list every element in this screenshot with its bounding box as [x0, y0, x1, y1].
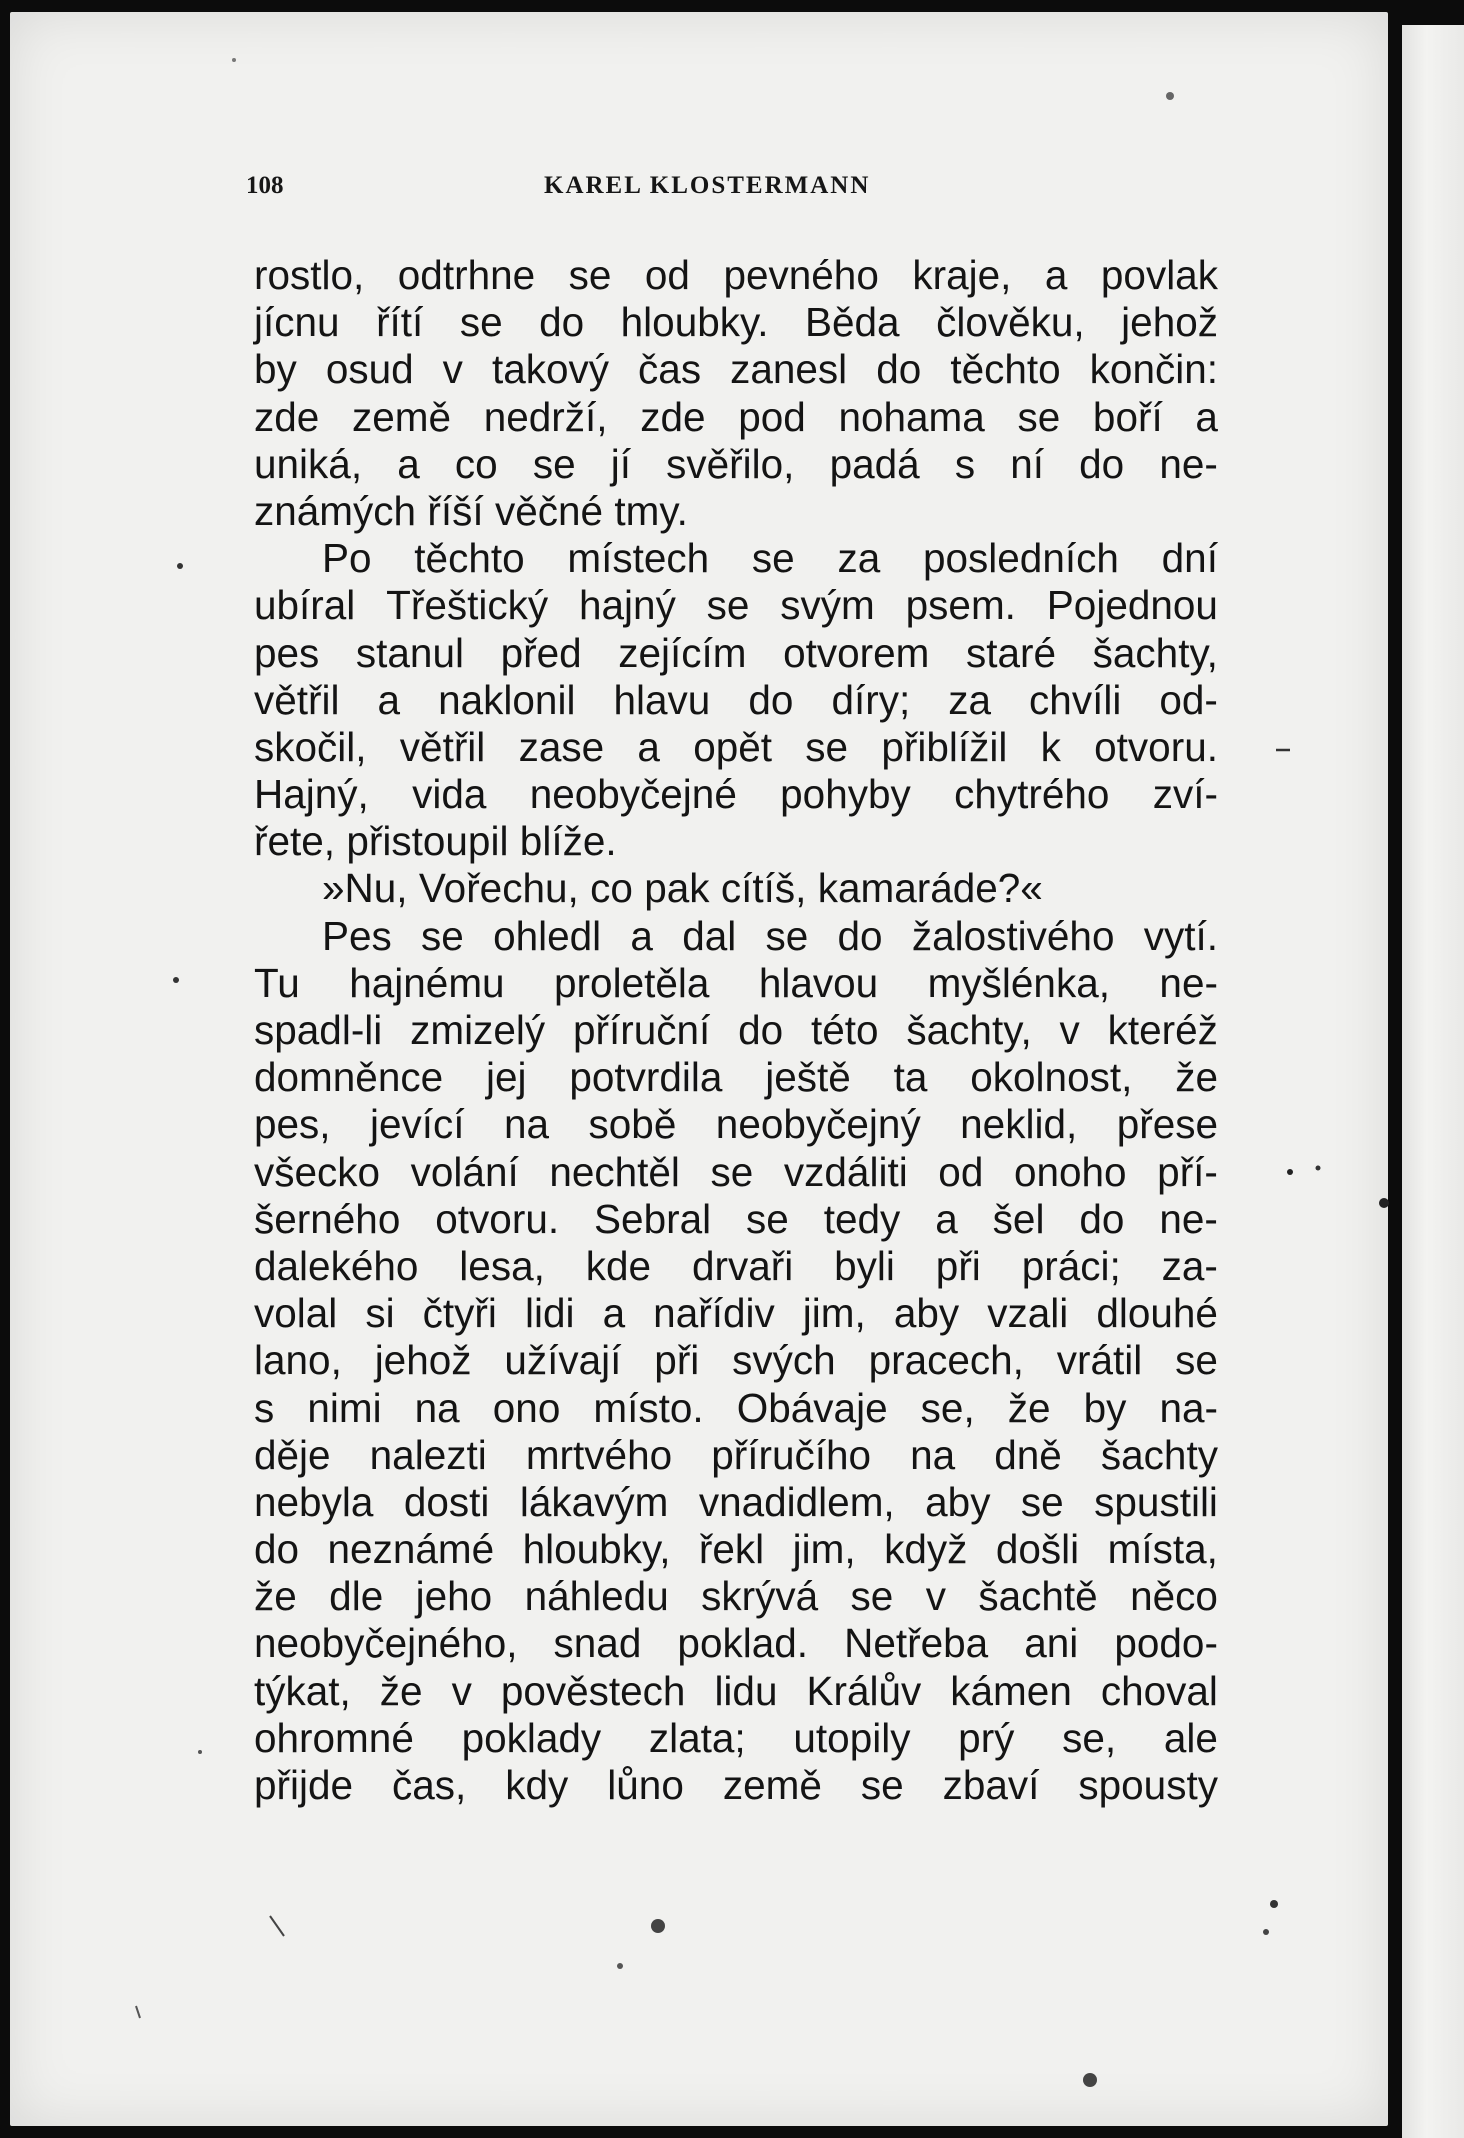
text-word: se, — [1062, 1714, 1117, 1761]
text-word: pří- — [1157, 1148, 1218, 1195]
text-word: kamaráde?« — [817, 865, 1043, 912]
text-word: čas, — [392, 1762, 467, 1808]
text-word: se, — [920, 1384, 975, 1431]
text-word: kámen — [950, 1667, 1072, 1714]
text-word: otvoru. — [435, 1195, 560, 1242]
text-word: ještě — [765, 1054, 851, 1101]
text-line — [254, 677, 1218, 724]
text-word: větřil — [399, 723, 486, 770]
text-word: hloubky, — [522, 1526, 671, 1573]
text-word: co — [590, 865, 633, 912]
text-word: skrývá — [701, 1573, 819, 1620]
text-word: s — [254, 1384, 275, 1431]
text-word: zde — [640, 393, 706, 440]
text-word: Sebral — [594, 1195, 712, 1242]
text-word: do — [876, 346, 922, 393]
text-word: dle — [329, 1573, 384, 1620]
text-word: nechtěl — [549, 1148, 680, 1195]
text-line — [254, 394, 1218, 441]
text-word: staré — [966, 629, 1057, 676]
text-word: Běda — [805, 299, 900, 346]
text-word: pověstech — [500, 1667, 686, 1714]
text-word: a — [1195, 393, 1218, 440]
text-line — [254, 724, 1218, 771]
text-line — [254, 1054, 1218, 1101]
text-word: v — [451, 1667, 472, 1714]
text-word: na — [504, 1101, 550, 1148]
text-word: tmy. — [614, 487, 688, 534]
text-word: známých — [254, 487, 417, 534]
text-word: říší — [427, 487, 484, 534]
text-word: větřil — [254, 676, 340, 723]
text-line — [254, 818, 1218, 865]
next-page-edge — [1402, 25, 1464, 2138]
text-word: rostlo, — [254, 252, 365, 298]
text-word: ne- — [1159, 959, 1218, 1006]
text-word: se — [751, 535, 795, 582]
text-word: místech — [567, 535, 710, 582]
text-word: spousty — [1078, 1762, 1218, 1808]
text-word: se — [850, 1573, 894, 1620]
text-word: aby — [893, 1290, 960, 1337]
text-word: v — [925, 1573, 946, 1620]
text-word: za- — [1161, 1242, 1218, 1289]
text-word: ne- — [1159, 1195, 1218, 1242]
text-word: náhledu — [524, 1573, 669, 1620]
text-word: chytrého — [954, 771, 1110, 818]
text-word: a — [935, 1195, 958, 1242]
text-word: jehož — [374, 1337, 472, 1384]
text-word: Po — [322, 535, 372, 582]
text-word: takový — [491, 346, 610, 393]
text-word: ohledl — [493, 912, 602, 959]
text-word: od — [938, 1148, 984, 1195]
text-word: ale — [1163, 1714, 1218, 1761]
text-word: se — [1020, 1478, 1064, 1525]
text-word: lidu — [714, 1667, 778, 1714]
text-word: že — [254, 1573, 297, 1620]
text-word: šel — [992, 1195, 1045, 1242]
text-word: zase — [518, 723, 605, 770]
text-word: potvrdila — [569, 1054, 723, 1101]
text-word: choval — [1100, 1667, 1218, 1714]
text-word: vzali — [987, 1290, 1069, 1337]
text-word: jí — [610, 440, 631, 487]
text-word: Obávaje — [736, 1384, 888, 1431]
text-word: šachty — [1100, 1431, 1218, 1478]
text-line — [254, 1573, 1218, 1620]
text-word: příručího — [711, 1431, 872, 1478]
text-word: vida — [412, 771, 487, 818]
text-word: zlata; — [648, 1714, 746, 1761]
text-word: pohyby — [780, 771, 911, 818]
text-word: dalekého — [254, 1242, 419, 1289]
text-word: místa, — [1107, 1526, 1218, 1573]
text-word: se — [746, 1195, 789, 1242]
text-word: lesa, — [459, 1242, 545, 1289]
text-word: za — [837, 535, 881, 582]
text-word: jícnu — [254, 299, 340, 346]
text-word: pak — [644, 865, 710, 912]
text-word: užívají — [504, 1337, 622, 1384]
text-word: řete, — [254, 818, 336, 865]
text-word: padá — [829, 440, 920, 487]
text-line — [254, 630, 1218, 677]
text-word: ta — [893, 1054, 928, 1101]
text-word: byli — [834, 1242, 895, 1289]
text-word: kraje, — [912, 252, 1012, 298]
text-word: ubíral — [254, 582, 356, 629]
text-word: žalostivého — [911, 912, 1115, 959]
text-word: sobě — [588, 1101, 677, 1148]
text-line — [254, 582, 1218, 629]
text-word: šachty, — [1092, 629, 1218, 676]
text-word: chvíli — [1029, 676, 1122, 723]
text-word: hlavou — [758, 959, 879, 1006]
text-word: kdy — [505, 1762, 569, 1808]
text-word: neklid, — [960, 1101, 1078, 1148]
text-word: dní — [1161, 535, 1218, 582]
text-word: a — [377, 676, 401, 723]
text-word: jevící — [370, 1101, 465, 1148]
text-word: svým — [780, 582, 875, 629]
text-word: neobyčejný — [715, 1101, 921, 1148]
text-word: neobyčejné — [529, 771, 737, 818]
text-word: na — [414, 1384, 460, 1431]
text-word: otvorem — [783, 629, 930, 676]
text-line — [254, 346, 1218, 393]
text-word: do — [748, 676, 794, 723]
text-word: vrátil — [1056, 1337, 1143, 1384]
text-word: povlak — [1100, 252, 1218, 298]
text-word: těchto — [414, 535, 525, 582]
text-word: lákavým — [519, 1478, 669, 1525]
text-word: se — [706, 582, 750, 629]
text-word: čtyři — [422, 1290, 497, 1337]
text-word: onoho — [1013, 1148, 1127, 1195]
text-word: hloubky. — [620, 299, 769, 346]
text-word: neznámé — [327, 1526, 495, 1573]
text-word: šachty, — [906, 1007, 1032, 1053]
text-word: nařídiv — [653, 1290, 775, 1337]
text-word: se — [568, 252, 612, 298]
text-word: hajný — [579, 582, 676, 629]
text-word: zanesl — [730, 346, 848, 393]
text-word: od — [644, 252, 690, 298]
text-word: se — [532, 440, 576, 487]
text-word: do — [1079, 1195, 1125, 1242]
text-line — [254, 488, 1218, 535]
text-word: prý — [958, 1714, 1015, 1761]
running-head: KAREL KLOSTERMANN — [544, 172, 871, 199]
text-word: Pes — [322, 912, 392, 959]
text-word: odtrhne — [397, 252, 536, 298]
text-word: se — [860, 1762, 904, 1808]
text-word: jehož — [1121, 299, 1218, 346]
text-word: do — [539, 299, 585, 346]
text-word: přijde — [254, 1762, 354, 1808]
text-word: děje — [254, 1431, 331, 1478]
text-line — [254, 960, 1218, 1007]
text-word: věčné — [494, 487, 604, 534]
text-word: vytí. — [1143, 912, 1218, 959]
text-word: nalezti — [369, 1431, 487, 1478]
text-line — [254, 1337, 1218, 1384]
text-line — [254, 1432, 1218, 1479]
text-word: proletěla — [554, 959, 710, 1006]
text-word: pod — [738, 393, 806, 440]
text-word: této — [811, 1007, 879, 1053]
text-word: posledních — [922, 535, 1119, 582]
text-line — [254, 1526, 1218, 1573]
text-word: jeho — [415, 1573, 493, 1620]
text-word: v — [1059, 1007, 1080, 1053]
text-word: nedrží, — [483, 393, 608, 440]
text-word: že — [379, 1667, 423, 1714]
text-word: boří — [1092, 393, 1163, 440]
text-word: že — [1175, 1054, 1218, 1101]
text-word: od- — [1159, 676, 1218, 723]
text-line — [254, 1715, 1218, 1762]
text-word: při — [654, 1337, 700, 1384]
text-line — [254, 441, 1218, 488]
text-word: spadl-li — [254, 1007, 383, 1053]
text-word: ne- — [1159, 440, 1218, 487]
text-line — [254, 252, 1218, 299]
page-header — [246, 172, 1222, 216]
text-word: Pojednou — [1046, 582, 1218, 629]
text-word: v — [442, 346, 463, 393]
text-line — [254, 1007, 1218, 1054]
text-word: při — [935, 1242, 981, 1289]
text-word: poklad. — [677, 1620, 809, 1667]
text-word: aby — [925, 1478, 991, 1525]
text-word: skočil, — [254, 723, 367, 770]
text-word: poklady — [461, 1714, 602, 1761]
text-word: pracech, — [868, 1337, 1024, 1384]
text-word: se — [421, 912, 464, 959]
body-text — [254, 252, 1218, 1809]
text-word: že — [1007, 1384, 1051, 1431]
text-word: řekl — [698, 1526, 765, 1573]
text-word: jim, — [792, 1526, 856, 1573]
text-word: řítí — [376, 299, 424, 346]
text-word: volání — [410, 1148, 519, 1195]
text-word: čas — [638, 346, 702, 393]
text-word: příruční — [572, 1007, 711, 1053]
text-word: otvoru. — [1094, 723, 1218, 770]
text-word: došli — [995, 1526, 1080, 1573]
text-word: práci; — [1021, 1242, 1121, 1289]
text-word: zejícím — [618, 629, 747, 676]
text-word: země — [722, 1762, 822, 1808]
text-word: zde — [254, 393, 320, 440]
text-word: na — [910, 1431, 956, 1478]
text-word: opět — [693, 723, 773, 770]
text-word: když — [884, 1526, 968, 1573]
text-word: stanul — [355, 629, 464, 676]
text-word: lidi — [524, 1290, 575, 1337]
text-line — [254, 1101, 1218, 1148]
text-word: hajnému — [349, 959, 505, 1006]
text-word: přistoupil — [346, 818, 509, 865]
text-word: spustili — [1094, 1478, 1218, 1525]
text-word: blíže. — [519, 818, 617, 865]
text-line — [254, 1620, 1218, 1667]
text-word: utopily — [793, 1714, 911, 1761]
text-line — [254, 913, 1218, 960]
text-word: se — [710, 1148, 754, 1195]
text-word: co — [454, 440, 498, 487]
text-word: se — [459, 299, 503, 346]
text-word: díry; — [831, 676, 911, 723]
text-line — [254, 1479, 1218, 1526]
text-word: drvaři — [691, 1242, 794, 1289]
text-word: vzdáliti — [783, 1148, 908, 1195]
text-line — [254, 1290, 1218, 1337]
text-word: a — [637, 723, 660, 770]
text-word: ní — [1010, 440, 1044, 487]
text-word: ono — [492, 1384, 561, 1431]
page-number: 108 — [246, 172, 284, 199]
text-word: všecko — [254, 1148, 381, 1195]
text-word: šachtě — [978, 1573, 1098, 1620]
text-word: a — [397, 440, 420, 487]
text-word: osud — [325, 346, 414, 393]
text-line — [254, 1243, 1218, 1290]
text-word: lůno — [607, 1762, 684, 1808]
text-word: jim, — [802, 1290, 866, 1337]
text-word: Hajný, — [254, 771, 369, 818]
text-word: do — [1079, 440, 1125, 487]
text-word: něco — [1130, 1573, 1218, 1620]
text-word: k — [1040, 723, 1061, 770]
text-word: týkat, — [254, 1667, 351, 1714]
text-line — [254, 535, 1218, 582]
text-line — [254, 865, 1218, 912]
text-word: nimi — [307, 1384, 382, 1431]
text-word: se — [1017, 393, 1061, 440]
text-word: »Nu, — [322, 865, 408, 912]
text-line — [254, 1385, 1218, 1432]
text-word: podo- — [1114, 1620, 1218, 1667]
text-word: se — [765, 912, 809, 959]
text-word: se — [1175, 1337, 1218, 1384]
text-word: svých — [732, 1337, 836, 1384]
text-word: přese — [1116, 1101, 1218, 1148]
text-word: se — [805, 723, 849, 770]
text-word: a — [602, 1290, 626, 1337]
text-line — [254, 1762, 1218, 1809]
text-word: těchto — [950, 346, 1061, 393]
text-word: tedy — [823, 1195, 901, 1242]
text-word: ani — [1024, 1620, 1079, 1667]
text-word: člověku, — [936, 299, 1085, 346]
text-word: naklonil — [438, 676, 576, 723]
text-word: by — [1083, 1384, 1127, 1431]
text-word: zmizelý — [410, 1007, 546, 1053]
text-word: uniká, — [254, 440, 363, 487]
text-word: pes — [254, 629, 320, 676]
text-line — [254, 771, 1218, 818]
text-word: kteréž — [1107, 1007, 1218, 1053]
text-word: dně — [994, 1431, 1062, 1478]
text-word: Vořechu, — [418, 865, 579, 912]
text-word: Netřeba — [844, 1620, 989, 1667]
text-word: pes, — [254, 1101, 331, 1148]
text-word: jej — [485, 1054, 527, 1101]
text-word: svěřilo, — [666, 440, 795, 487]
text-word: šerného — [254, 1195, 401, 1242]
text-word: hlavu — [613, 676, 711, 723]
text-word: do — [738, 1007, 784, 1053]
text-line — [254, 1196, 1218, 1243]
text-word: Tu — [254, 959, 300, 1006]
text-line — [254, 1668, 1218, 1715]
text-word: dosti — [403, 1478, 490, 1525]
text-word: volal — [254, 1290, 338, 1337]
text-word: do — [837, 912, 883, 959]
text-word: snad — [553, 1620, 642, 1667]
text-word: si — [365, 1290, 395, 1337]
text-line — [254, 1149, 1218, 1196]
text-word: a — [630, 912, 653, 959]
text-word: Králův — [806, 1667, 922, 1714]
text-word: zví- — [1152, 771, 1218, 818]
text-word: kde — [585, 1242, 652, 1289]
text-word: pevného — [723, 252, 879, 298]
text-word: Třeštický — [386, 582, 549, 629]
text-word: domněnce — [254, 1054, 444, 1101]
text-word: s — [954, 440, 976, 487]
text-word: myšlénka, — [927, 959, 1110, 1006]
text-word: zbaví — [942, 1762, 1040, 1808]
text-word: dal — [682, 912, 737, 959]
text-word: ohromné — [254, 1714, 414, 1761]
text-word: by — [254, 346, 297, 393]
text-line — [254, 299, 1218, 346]
text-word: před — [500, 629, 582, 676]
text-word: země — [351, 393, 452, 440]
text-word: do — [254, 1526, 300, 1573]
text-word: končin: — [1089, 346, 1218, 393]
text-word: lano, — [254, 1337, 342, 1384]
text-word: psem. — [905, 582, 1016, 629]
text-word: dlouhé — [1096, 1290, 1218, 1337]
text-word: okolnost, — [970, 1054, 1133, 1101]
text-word: cítíš, — [720, 865, 807, 912]
text-word: vnadidlem, — [698, 1478, 895, 1525]
text-word: na- — [1159, 1384, 1218, 1431]
text-word: mrtvého — [525, 1431, 673, 1478]
text-word: za — [948, 676, 992, 723]
text-word: neobyčejného, — [254, 1620, 518, 1667]
text-word: nohama — [838, 393, 985, 440]
text-word: a — [1044, 252, 1068, 298]
text-word: nebyla — [254, 1478, 374, 1525]
text-word: přiblížil — [881, 723, 1008, 770]
text-word: místo. — [593, 1384, 704, 1431]
